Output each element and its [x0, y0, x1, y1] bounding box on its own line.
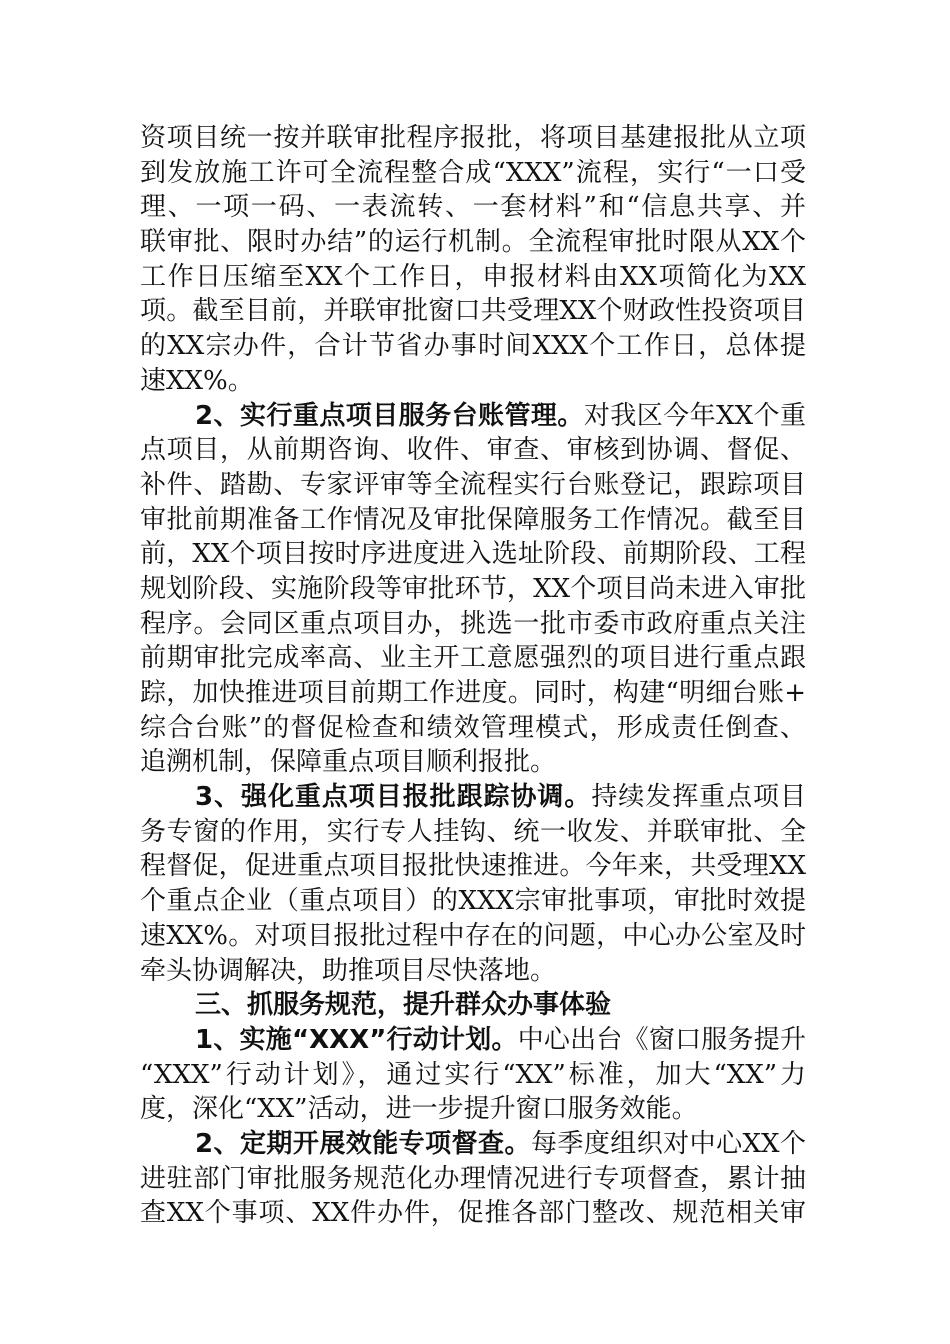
- paragraph-heading-line: [140, 399, 806, 434]
- text-line: 前，XX个项目按时序进度进入选址阶段、前期阶段、工程: [140, 539, 806, 570]
- text-line: 追溯机制，保障重点项目顺利报批。: [140, 747, 557, 778]
- text-run: 每季度组织对中心XX个: [530, 1128, 806, 1159]
- text-line: 资项目统一按并联审批程序报批，将项目基建报批从立项: [140, 123, 806, 153]
- text-line: 程序。会同区重点项目办，挑选一批市委市政府重点关注: [140, 608, 806, 639]
- text-line: 程督促，促进重点项目报批快速推进。今年来，共受理XX: [140, 851, 806, 882]
- text-run: 持续发挥重点项目: [591, 782, 806, 813]
- text-line: 个重点企业（重点项目）的XXX宗审批事项，审批时效提: [140, 886, 806, 917]
- text-line: “XXX”行动计划》，通过实行“XX”标准，加大“XX”力: [140, 1059, 806, 1090]
- bold-heading: 3、强化重点项目报批跟踪协调。: [195, 782, 592, 813]
- document-page: [140, 121, 806, 1231]
- text-line: 进驻部门审批服务规范化办理情况进行专项督查，累计抽: [140, 1163, 806, 1194]
- bold-heading: 2、实行重点项目服务台账管理。: [195, 400, 584, 431]
- text-line: 规划阶段、实施阶段等审批环节，XX个项目尚未进入审批: [140, 573, 806, 604]
- text-line: 理、一项一码、一表流转、一套材料”和“信息共享、并: [140, 192, 806, 223]
- text-line: 审批前期准备工作情况及审批保障服务工作情况。截至目: [140, 504, 806, 535]
- text-line: 务专窗的作用，实行专人挂钩、统一收发、并联审批、全: [140, 816, 806, 847]
- text-line: 查XX个事项、XX件办件，促推各部门整改、规范相关审: [140, 1198, 806, 1229]
- text-line: 到发放施工许可全流程整合成“XXX”流程，实行“一口受: [140, 157, 806, 188]
- text-line: 踪，加快推进项目前期工作进度。同时，构建“明细台账+: [140, 678, 806, 708]
- text-line: 的XX宗办件，合计节省办事时间XXX个工作日，总体提: [140, 331, 806, 362]
- paragraph-heading-line: [140, 1023, 806, 1058]
- section-heading-text: 三、抓服务规范，提升群众办事体验: [195, 990, 612, 1021]
- text-line: 工作日压缩至XX个工作日，申报材料由XX项简化为XX: [140, 261, 806, 292]
- text-line: 前期审批完成率高、业主开工意愿强烈的项目进行重点跟: [140, 643, 806, 674]
- bold-heading: 1、实施“XXX”行动计划。: [195, 1024, 518, 1055]
- bold-heading: 2、定期开展效能专项督查。: [195, 1128, 531, 1159]
- text-line: 速XX%。: [140, 365, 254, 396]
- text-run: 对我区今年XX个重: [583, 400, 806, 431]
- text-line: 速XX%。对项目报批过程中存在的问题，中心办公室及时: [140, 920, 806, 951]
- text-line: 综合台账”的督促检查和绩效管理模式，形成责任倒查、: [140, 712, 806, 743]
- text-line: 度，深化“XX”活动，进一步提升窗口服务效能。: [140, 1094, 698, 1125]
- text-line: 补件、踏勘、专家评审等全流程实行台账登记，跟踪项目: [140, 469, 806, 500]
- paragraph-heading-line: [140, 780, 806, 815]
- text-line: 点项目，从前期咨询、收件、审查、审核到协调、督促、: [140, 435, 806, 466]
- section-heading: [140, 988, 806, 1023]
- text-line: 牵头协调解决，助推项目尽快落地。: [140, 955, 557, 986]
- text-line: 联审批、限时办结”的运行机制。全流程审批时限从XX个: [140, 227, 806, 258]
- text-line: 项。截至目前，并联审批窗口共受理XX个财政性投资项目: [140, 296, 806, 327]
- paragraph-heading-line: [140, 1127, 806, 1162]
- text-run: 中心出台《窗口服务提升: [517, 1024, 806, 1055]
